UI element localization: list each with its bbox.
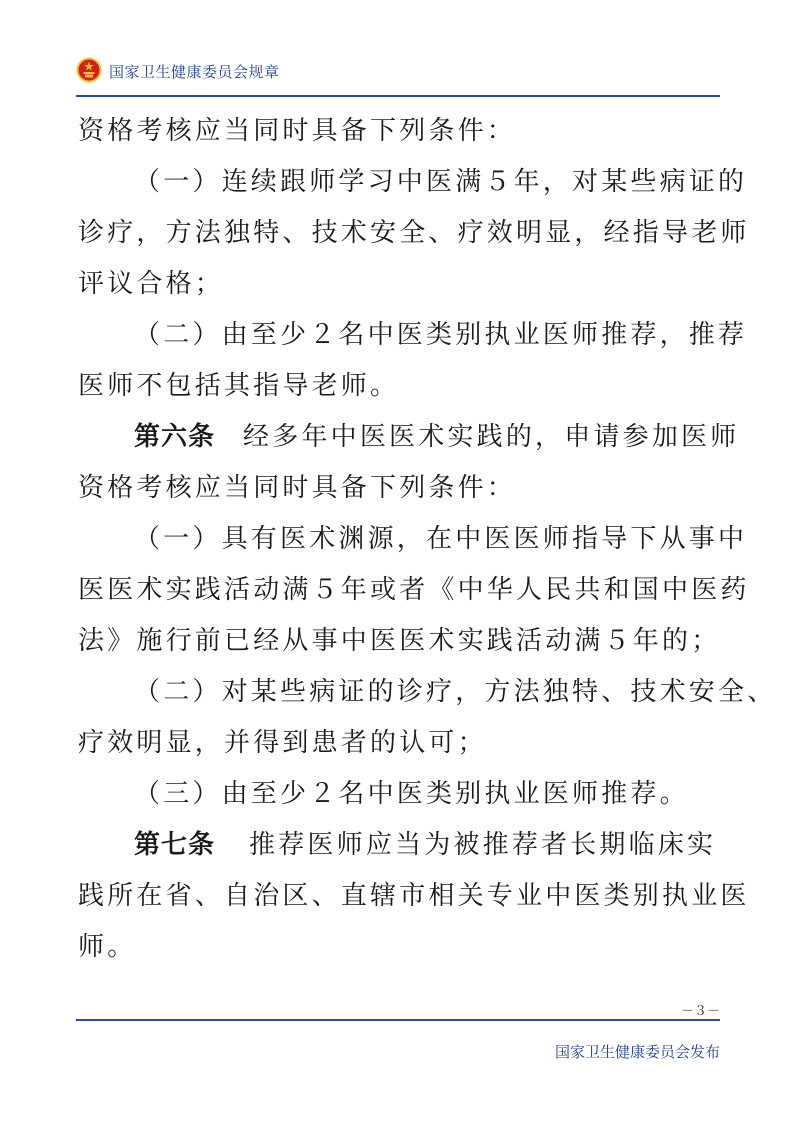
text-line: 疗效明显，并得到患者的认可； [78,728,487,758]
article-line [78,412,740,463]
article-number: 第六条 [134,422,216,452]
text-line: 评议合格； [78,269,225,299]
article-text: 推荐医师应当为被推荐者长期临床实 [249,830,717,860]
text-line: 资格考核应当同时具备下列条件： [78,473,517,503]
text-line: （一）连续跟师学习中医满５年，对某些病证的 [134,167,748,197]
text-line: （二）对某些病证的诊疗，方法独特、技术安全、 [134,677,777,707]
header-title: 国家卫生健康委员会规章 [109,63,280,81]
article-text: 经多年中医医术实践的，申请参加医师 [243,422,740,452]
article-line [78,820,722,871]
text-line: 践所在省、自治区、直辖市相关专业中医类别执业医 [78,881,750,911]
text-line: 医师不包括其指导老师。 [78,371,400,401]
page-number: －３－ [680,1004,720,1019]
article-number: 第七条 [134,830,216,860]
footer-divider [76,1019,720,1021]
header-divider [76,95,720,97]
national-emblem-icon [76,57,102,83]
text-line: 资格考核应当同时具备下列条件： [78,116,517,146]
text-line: （一）具有医术渊源，在中医医师指导下从事中 [134,524,748,554]
text-line: 师。 [78,932,137,962]
text-line: 医医术实践活动满５年或者《中华人民共和国中医药 [78,575,750,605]
text-line: （三）由至少２名中医类别执业医师推荐。 [134,779,689,809]
text-line: 法》施行前已经从事中医医术实践活动满５年的； [78,626,721,656]
footer-publisher: 国家卫生健康委员会发布 [554,1043,720,1061]
regulation-body [78,106,777,973]
text-line: （二）由至少２名中医类别执业医师推荐，推荐 [134,320,748,350]
text-line: 诊疗，方法独特、技术安全、疗效明显，经指导老师 [78,218,750,248]
page-header [76,52,720,92]
